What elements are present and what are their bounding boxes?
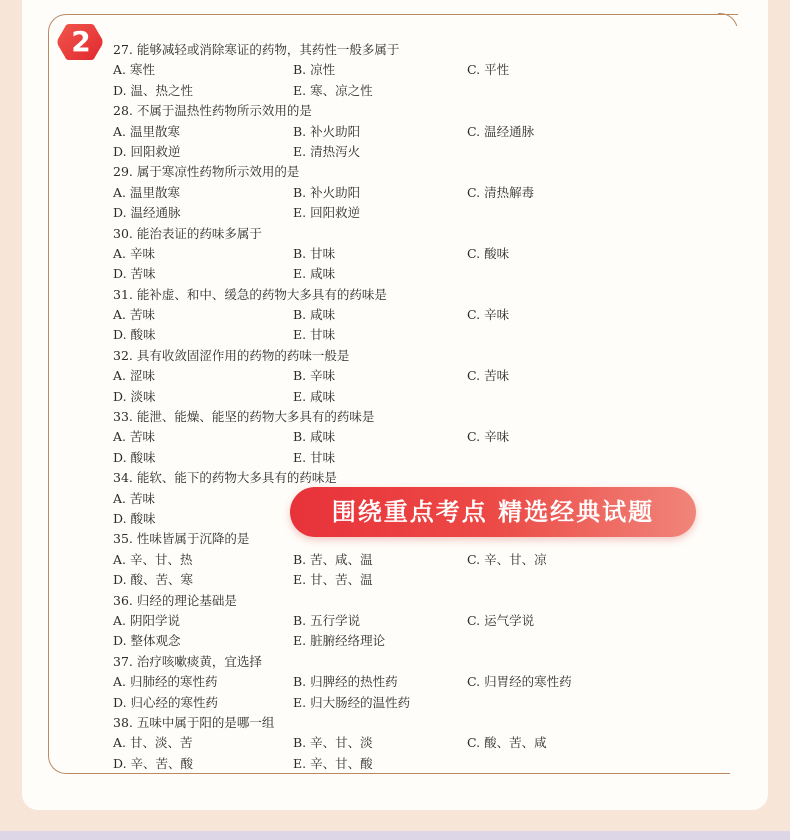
option-c: C. 酸、苦、咸 [467, 735, 547, 751]
question-stem: 31. 能补虚、和中、缓急的药物大多具有的药味是 [113, 286, 387, 302]
option-d: D. 回阳救逆 [113, 143, 181, 159]
option-c: C. 运气学说 [467, 612, 535, 628]
option-c: C. 平性 [467, 62, 510, 78]
option-b: B. 辛味 [293, 368, 336, 384]
question-stem: 33. 能泄、能燥、能坚的药物大多具有的药味是 [113, 409, 375, 425]
option-row [113, 244, 713, 264]
option-d: D. 淡味 [113, 388, 156, 404]
option-row [113, 183, 713, 203]
option-a: A. 苦味 [113, 490, 155, 506]
option-e: E. 甘味 [293, 449, 336, 465]
question-stem: 30. 能治表证的药味多属于 [113, 225, 262, 241]
question-stem: 38. 五味中属于阳的是哪一组 [113, 714, 275, 730]
option-b: B. 补火助阳 [293, 123, 361, 139]
badge-number: 2 [71, 25, 91, 58]
option-c: C. 归胃经的寒性药 [467, 674, 572, 690]
option-row [113, 672, 713, 692]
option-row [113, 142, 713, 162]
question-stem: 37. 治疗咳嗽痰黄，宜选择 [113, 653, 262, 669]
option-d: D. 温经通脉 [113, 205, 181, 221]
question-stem: 34. 能软、能下的药物大多具有的药味是 [113, 470, 337, 486]
option-c: C. 酸味 [467, 245, 510, 261]
option-row [113, 693, 713, 713]
option-e: E. 脏腑经络理论 [293, 633, 386, 649]
option-row [113, 570, 713, 590]
option-a: A. 苦味 [113, 429, 155, 445]
option-a: A. 归肺经的寒性药 [113, 674, 218, 690]
option-e: E. 甘、苦、温 [293, 572, 373, 588]
option-row [113, 366, 713, 386]
option-row [113, 60, 713, 80]
option-b: B. 咸味 [293, 429, 336, 445]
option-a: A. 苦味 [113, 307, 155, 323]
option-row [113, 611, 713, 631]
option-e: E. 咸味 [293, 266, 336, 282]
option-b: B. 五行学说 [293, 612, 361, 628]
option-c: C. 清热解毒 [467, 184, 535, 200]
question-stem: 27. 能够减轻或消除寒证的药物，其药性一般多属于 [113, 42, 400, 57]
option-e: E. 甘味 [293, 327, 336, 343]
promo-banner: 围绕重点考点 精选经典试题 [290, 487, 696, 537]
option-d: D. 温、热之性 [113, 82, 194, 98]
option-e: E. 辛、甘、酸 [293, 755, 373, 771]
option-row [113, 81, 713, 101]
option-row [113, 448, 713, 468]
option-row [113, 203, 713, 223]
option-d: D. 辛、苦、酸 [113, 755, 194, 771]
option-e: E. 回阳救逆 [293, 205, 361, 221]
option-e: E. 咸味 [293, 388, 336, 404]
option-a: A. 温里散寒 [113, 184, 180, 200]
option-b: B. 甘味 [293, 245, 336, 261]
question-stem: 32. 具有收敛固涩作用的药物的药味一般是 [113, 347, 350, 363]
option-row [113, 631, 713, 651]
option-c: C. 辛味 [467, 429, 510, 445]
question-list [113, 40, 713, 774]
option-c: C. 辛、甘、凉 [467, 551, 547, 567]
option-a: A. 辛味 [113, 245, 155, 261]
option-d: D. 酸、苦、寒 [113, 572, 194, 588]
question-stem: 28. 不属于温热性药物所示效用的是 [113, 103, 312, 119]
option-e: E. 清热泻火 [293, 143, 361, 159]
option-row [113, 387, 713, 407]
option-b: B. 凉性 [293, 62, 336, 78]
option-a: A. 涩味 [113, 368, 155, 384]
question-stem: 35. 性味皆属于沉降的是 [113, 531, 250, 547]
option-b: B. 补火助阳 [293, 184, 361, 200]
option-a: A. 阴阳学说 [113, 612, 180, 628]
option-e: E. 归大肠经的温性药 [293, 694, 411, 710]
option-b: B. 咸味 [293, 307, 336, 323]
option-a: A. 温里散寒 [113, 123, 180, 139]
option-a: A. 辛、甘、热 [113, 551, 193, 567]
question-stem: 29. 属于寒凉性药物所示效用的是 [113, 164, 300, 180]
option-b: B. 归脾经的热性药 [293, 674, 398, 690]
option-d: D. 酸味 [113, 510, 156, 526]
option-row [113, 733, 713, 753]
option-b: B. 辛、甘、淡 [293, 735, 373, 751]
option-d: D. 酸味 [113, 449, 156, 465]
option-d: D. 整体观念 [113, 633, 181, 649]
option-row [113, 305, 713, 325]
option-row [113, 122, 713, 142]
option-b: B. 苦、咸、温 [293, 551, 373, 567]
option-row [113, 325, 713, 345]
option-c: C. 辛味 [467, 307, 510, 323]
option-row [113, 427, 713, 447]
section-number-badge [57, 22, 103, 62]
option-d: D. 归心经的寒性药 [113, 694, 219, 710]
option-c: C. 苦味 [467, 368, 510, 384]
option-d: D. 苦味 [113, 266, 156, 282]
option-row [113, 550, 713, 570]
bottom-strip [0, 831, 790, 840]
option-e: E. 寒、凉之性 [293, 82, 373, 98]
option-d: D. 酸味 [113, 327, 156, 343]
option-row [113, 754, 713, 774]
option-a: A. 甘、淡、苦 [113, 735, 193, 751]
option-c: C. 温经通脉 [467, 123, 535, 139]
question-stem: 36. 归经的理论基础是 [113, 592, 237, 608]
option-row [113, 264, 713, 284]
option-a: A. 寒性 [113, 62, 155, 78]
